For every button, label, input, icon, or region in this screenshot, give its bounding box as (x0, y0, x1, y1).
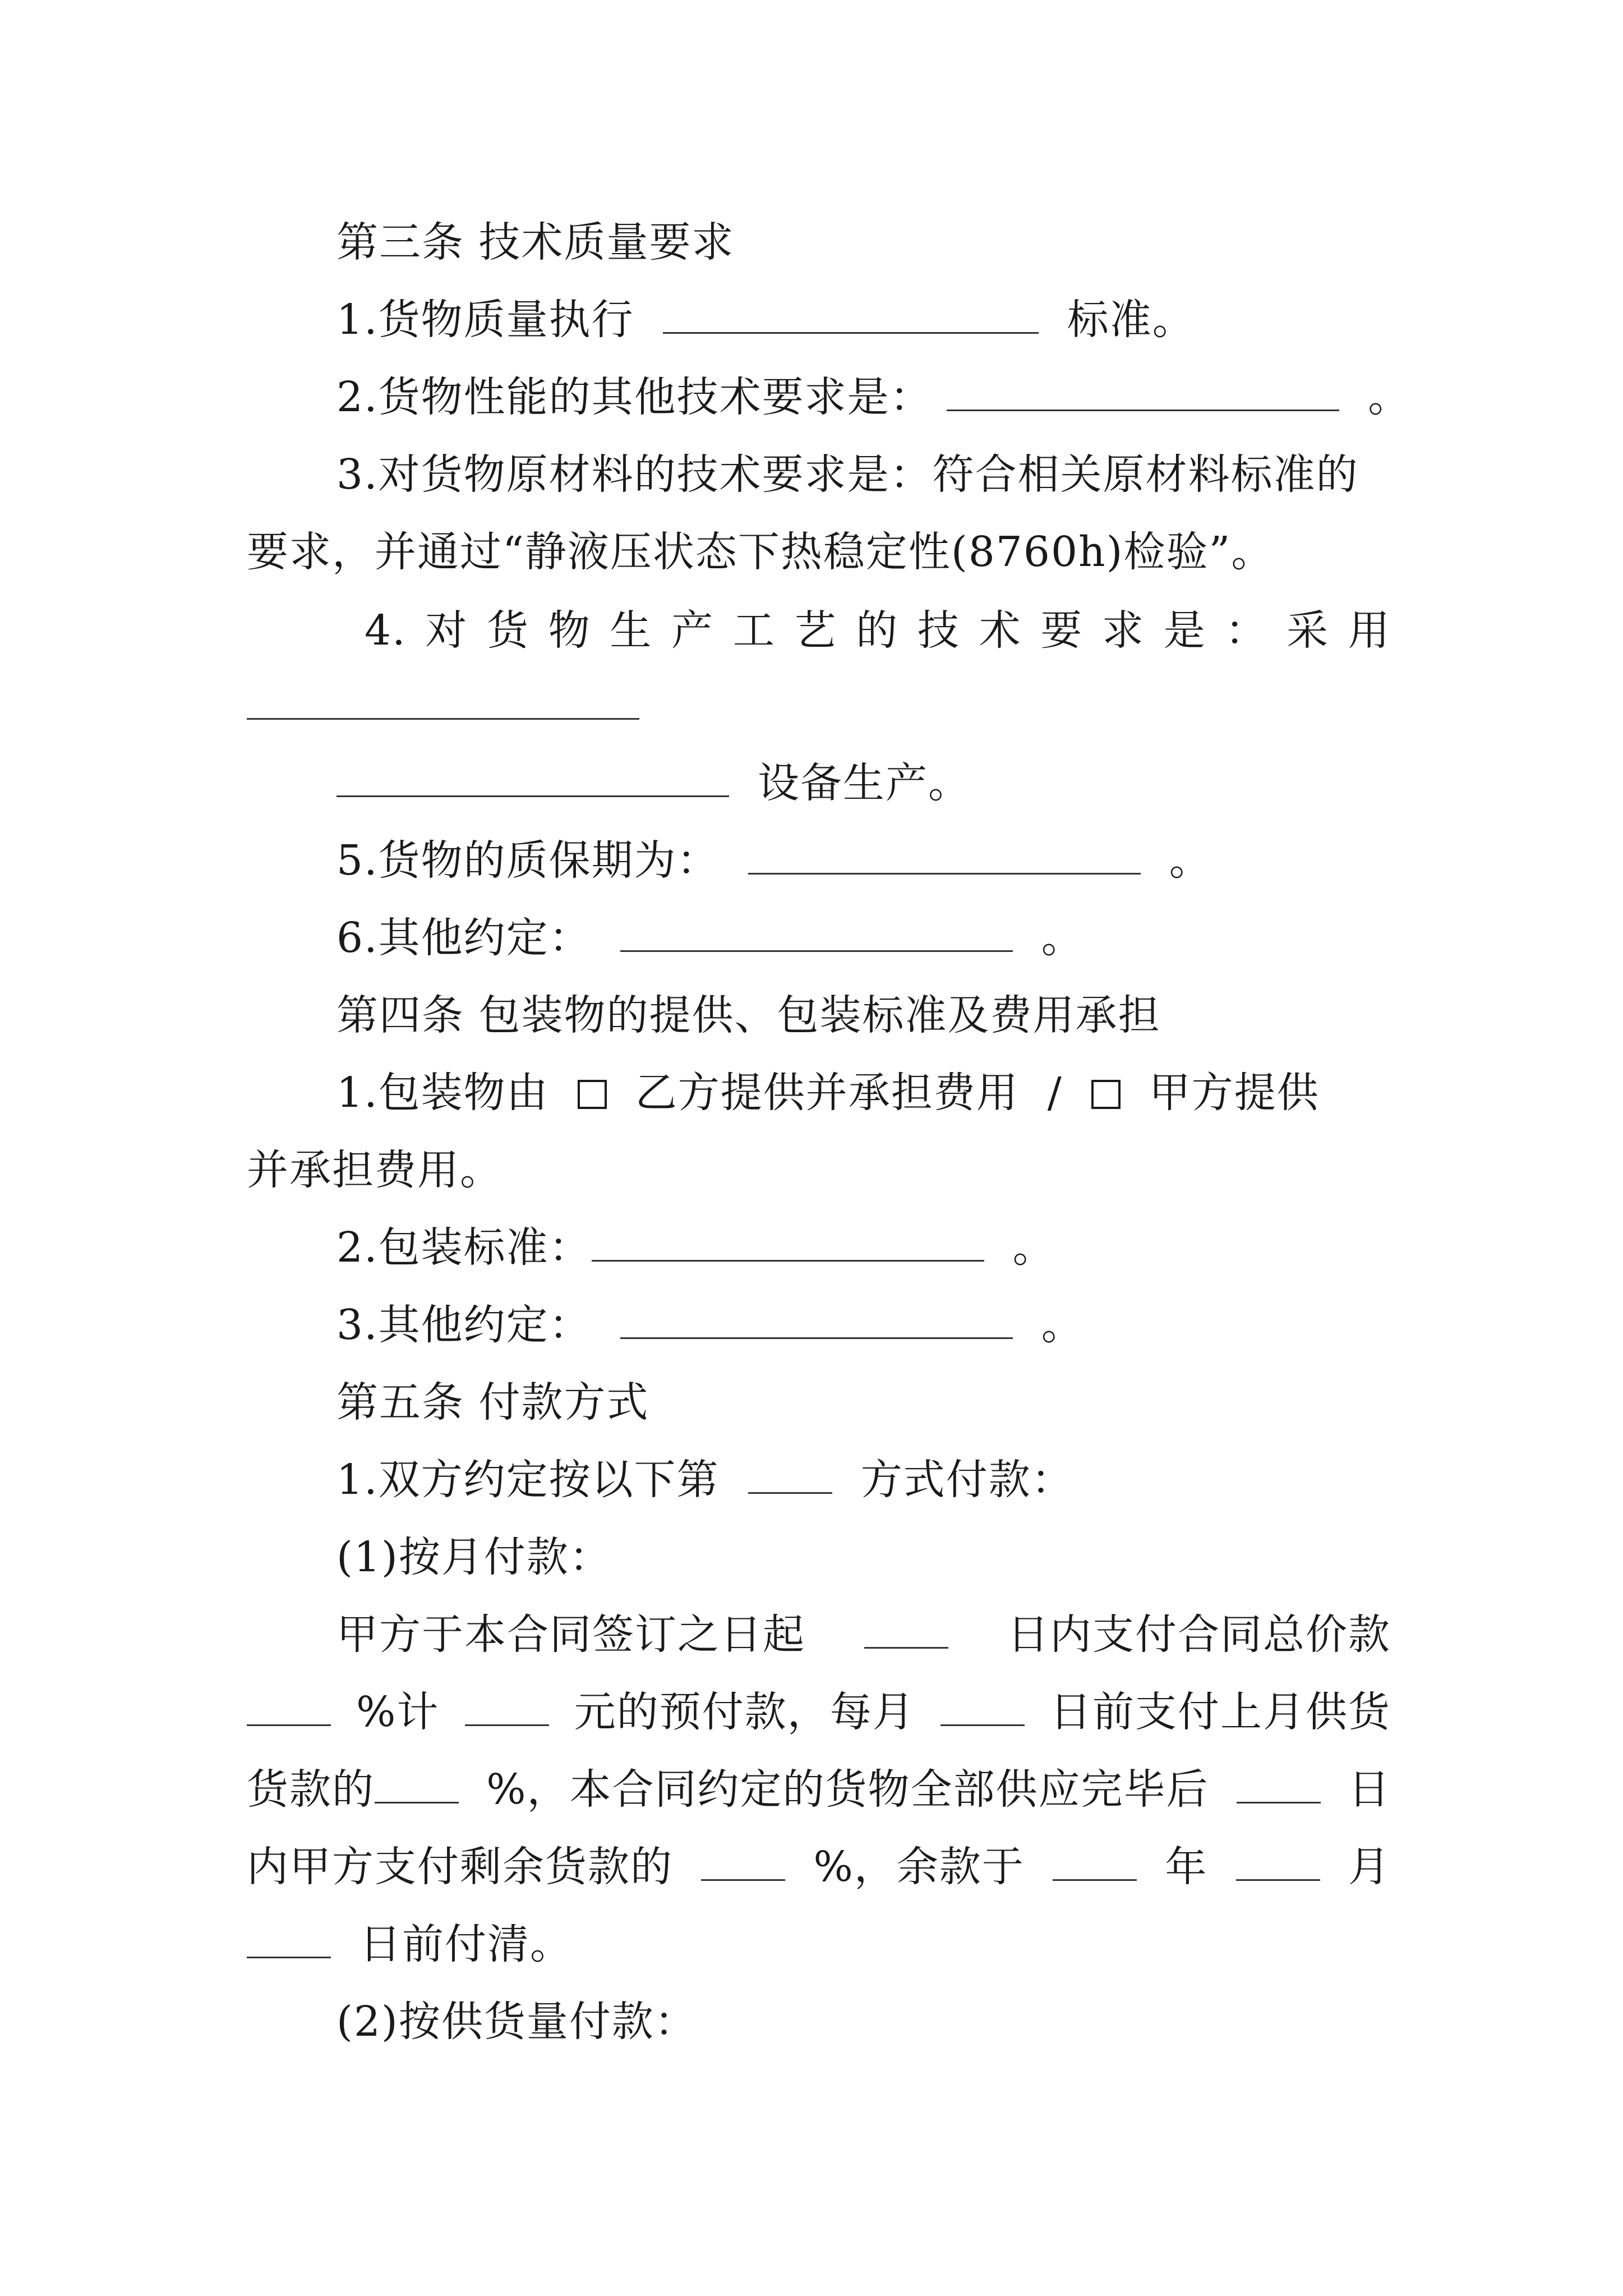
blank-process-equipment-1[interactable] (247, 718, 639, 720)
clause-4-2 (336, 1221, 1055, 1274)
clause-3-4-char: 生 (610, 606, 653, 655)
clause-3-4-char: 4. (365, 606, 407, 655)
clause-4-1-line1 (336, 1066, 1320, 1120)
clause-4-1-option-b: 乙方提供并承担费用 (635, 1069, 1019, 1117)
clause-3-2-text: 2.货物性能的其他技术要求是： (336, 373, 933, 421)
clause-3-4-char: 要 (1040, 606, 1083, 655)
blank-other-terms-4[interactable] (620, 1298, 1013, 1339)
clause-3-4-char: 用 (1348, 606, 1391, 655)
clause-3-4-char: 对 (425, 606, 468, 655)
clause-3-4-char: ： (1225, 606, 1268, 655)
clause-5-1-text: 1.双方约定按以下第 (336, 1456, 720, 1504)
p1-l4-text: 内甲方支付剩余货款的 (247, 1843, 673, 1891)
blank-monthly-day[interactable] (940, 1685, 1025, 1726)
payment-option-1-line1 (336, 1608, 1391, 1662)
clause-3-4-char: 采 (1287, 606, 1330, 655)
clause-3-5-suffix: 。 (1169, 836, 1212, 885)
blank-prepay-percent[interactable] (247, 1685, 331, 1726)
checkbox-party-a[interactable] (1091, 1080, 1121, 1109)
clause-4-1-text: 1.包装物由 (336, 1069, 549, 1117)
clause-3-4-char: 求 (1102, 606, 1145, 655)
clause-3-4-line1 (365, 604, 1391, 657)
blank-balance-year[interactable] (1053, 1840, 1137, 1881)
p1-l5-text: 日前付清。 (359, 1920, 573, 1968)
clause-3-4-char: 工 (732, 606, 776, 655)
p1-l3-text: 货款的 (247, 1765, 375, 1814)
clause-3-3-line1: 3.对货物原材料的技术要求是：符合相关原材料标准的 (336, 450, 1359, 499)
blank-balance-day[interactable] (247, 1917, 331, 1958)
blank-final-days[interactable] (1237, 1763, 1321, 1803)
blank-quality-standard[interactable] (663, 293, 1039, 334)
clause-4-3 (336, 1298, 1084, 1352)
clause-3-4-char: 是 (1163, 606, 1206, 655)
payment-option-1-line3 (247, 1763, 1391, 1816)
p1-l2-text3: 日前支付上月供货 (1049, 1688, 1391, 1736)
p1-l3-text3: 日 (1348, 1765, 1391, 1814)
p1-l1-text2: 日内支付合同总价款 (1007, 1611, 1391, 1659)
clause-3-4-char: 物 (548, 606, 591, 655)
p1-l3-text2: %，本合同约定的货物全部供应完毕后 (486, 1765, 1209, 1814)
payment-option-1-line4 (247, 1840, 1391, 1894)
clause-4-2-text: 2.包装标准： (336, 1223, 592, 1272)
clause-3-4-char: 术 (979, 606, 1022, 655)
clause-3-3-line2: 要求，并通过“静液压状态下热稳定性(8760h)检验”。 (247, 528, 1274, 576)
p1-l4-month: 月 (1348, 1843, 1391, 1891)
clause-5-1-suffix: 方式付款： (860, 1456, 1074, 1504)
clause-3-4-char: 技 (917, 606, 960, 655)
clause-4-3-suffix: 。 (1041, 1301, 1084, 1349)
checkbox-party-b[interactable] (578, 1080, 607, 1109)
p1-l4-text2: %，余款于 (813, 1843, 1025, 1891)
blank-performance-req[interactable] (947, 370, 1339, 411)
clause-3-1-suffix: 标准。 (1067, 296, 1195, 344)
p1-l2-text2: 元的预付款，每月 (574, 1688, 915, 1736)
payment-option-1-title: (1)按月付款： (336, 1533, 612, 1581)
clause-3-6 (336, 911, 1084, 965)
clause-3-4-line2 (336, 756, 971, 810)
blank-remaining-percent[interactable] (701, 1840, 785, 1881)
clause-3-5-text: 5.货物的质保期为： (336, 836, 720, 885)
clause-3-1-text: 1.货物质量执行 (336, 296, 634, 344)
article-4-title: 第四条 包装物的提供、包装标准及费用承担 (336, 991, 1161, 1039)
payment-option-1-line5 (247, 1917, 573, 1971)
blank-warranty-period[interactable] (748, 834, 1141, 875)
clause-3-2-suffix: 。 (1368, 373, 1411, 421)
clause-3-4-suffix: 设备生产。 (758, 759, 971, 807)
payment-option-2-title: (2)按供货量付款： (336, 1998, 697, 2046)
article-5-title: 第五条 付款方式 (336, 1378, 649, 1427)
p1-l4-year: 年 (1165, 1843, 1208, 1891)
blank-other-terms-3[interactable] (620, 911, 1013, 952)
clause-3-6-text: 6.其他约定： (336, 914, 592, 962)
clause-4-1-line2: 并承担费用。 (247, 1146, 502, 1194)
clause-5-1 (336, 1453, 1074, 1507)
blank-prepay-days[interactable] (864, 1608, 948, 1649)
blank-prepay-amount[interactable] (465, 1685, 549, 1726)
blank-process-equipment-2[interactable] (336, 756, 729, 797)
p1-l1-text: 甲方于本合同签订之日起 (336, 1611, 805, 1659)
clause-3-2 (336, 370, 1410, 424)
clause-3-6-suffix: 。 (1041, 914, 1084, 962)
clause-3-4-char: 的 (856, 606, 899, 655)
clause-3-4-char: 艺 (794, 606, 837, 655)
clause-4-1-option-a: 甲方提供 (1149, 1069, 1320, 1117)
article-3-title: 第三条 技术质量要求 (336, 218, 735, 266)
clause-3-4-char: 产 (671, 606, 714, 655)
clause-3-4-char: 货 (487, 606, 530, 655)
p1-l2-text: %计 (356, 1688, 440, 1736)
payment-option-1-line2 (247, 1685, 1391, 1739)
blank-packaging-standard[interactable] (592, 1221, 984, 1262)
blank-monthly-percent[interactable] (375, 1763, 459, 1803)
clause-3-1 (336, 293, 1195, 347)
blank-balance-month[interactable] (1236, 1840, 1320, 1881)
clause-4-3-text: 3.其他约定： (336, 1301, 592, 1349)
clause-4-2-suffix: 。 (1012, 1223, 1055, 1272)
clause-4-1-sep: / (1047, 1069, 1063, 1117)
blank-payment-method-no[interactable] (748, 1453, 832, 1494)
clause-3-5 (336, 834, 1212, 887)
